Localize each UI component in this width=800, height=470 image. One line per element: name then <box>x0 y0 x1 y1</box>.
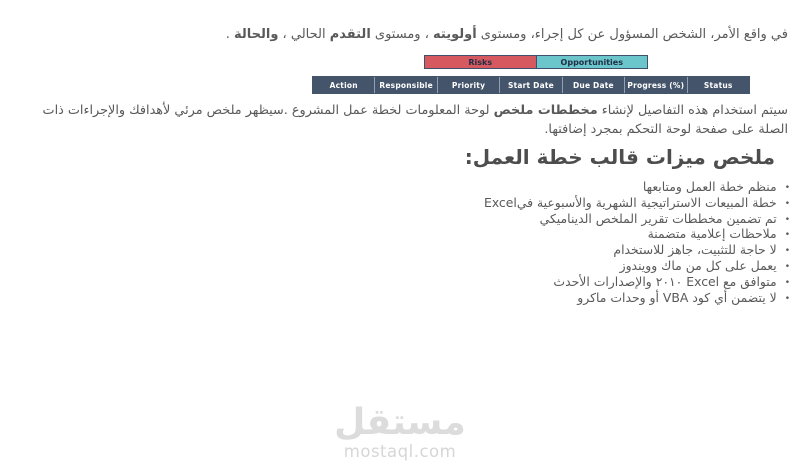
list-item <box>484 180 790 196</box>
list-item-label: لا حاجة للتثبيت، جاهز للاستخدام <box>613 242 777 258</box>
bullet-icon: • <box>784 277 790 288</box>
opportunities-band: Opportunities <box>537 55 649 69</box>
watermark-domain: mostaql.com <box>343 442 457 461</box>
table-header-row <box>312 76 750 94</box>
bullet-icon: • <box>784 198 790 209</box>
risks-opportunities-row <box>424 55 648 69</box>
bullet-icon: • <box>784 261 790 272</box>
column-header-priority: Priority <box>437 77 499 93</box>
list-item-label: ملاحظات إعلامية متضمنة <box>647 226 777 242</box>
watermark <box>0 401 800 460</box>
list-item <box>484 227 790 243</box>
features-heading: ملخص ميزات قالب خطة العمل: <box>464 145 775 169</box>
list-item <box>484 275 790 291</box>
column-header-start-date: Start Date <box>499 77 561 93</box>
description-text: سيتم استخدام هذه التفاصيل لإنشاء <box>597 103 788 118</box>
list-item-label: لا يتضمن أي كود VBA أو وحدات ماكرو <box>577 289 777 305</box>
summary-table <box>312 55 750 94</box>
intro-text: ، ومستوى <box>370 27 434 42</box>
bullet-icon: • <box>784 246 790 257</box>
features-list <box>484 180 790 306</box>
list-item <box>484 291 790 307</box>
intro-text: . <box>225 27 234 42</box>
list-item <box>484 243 790 259</box>
bullet-icon: • <box>784 214 790 225</box>
description-text: لوحة المعلومات لخطة عمل المشروع .سيظهر ملخص مرئي لأهدافك والإجراءات ذات الصلة على صفحة لوحة التحكم بمجرد إضافتها. <box>42 103 788 137</box>
column-header-status: Status <box>687 77 749 93</box>
list-item-label: منظم خطة العمل ومتابعها <box>642 179 777 194</box>
list-item <box>484 212 790 228</box>
list-item-label: يعمل على كل من ماك وويندوز <box>619 257 777 273</box>
column-header-responsible: Responsible <box>374 77 436 93</box>
list-item-label: تم تضمين مخططات تقرير الملخص الديناميكي <box>539 210 777 226</box>
intro-bold-priority: أولويته <box>433 27 477 42</box>
list-item-label: خطة المبيعات الاستراتيجية الشهرية والأسبوعية فيExcel <box>483 194 777 210</box>
description-paragraph <box>10 102 788 139</box>
bullet-icon: • <box>784 293 790 304</box>
intro-bold-status: والحالة <box>233 27 279 42</box>
list-item-label: متوافق مع Excel ٢٠١٠ والإصدارات الأحدث <box>553 273 777 289</box>
intro-text: الحالي ، <box>278 27 330 42</box>
list-item <box>484 196 790 212</box>
list-item <box>484 259 790 275</box>
column-header-due-date: Due Date <box>562 77 624 93</box>
column-header-action: Action <box>329 80 358 90</box>
intro-bold-progress: التقدم <box>329 27 371 42</box>
column-header-progress: Progress (%) <box>624 77 686 93</box>
bullet-icon: • <box>784 183 790 193</box>
mostaql-logo: مستقل <box>334 402 466 443</box>
intro-paragraph <box>108 26 788 44</box>
description-bold-summary-charts: مخططات ملخص <box>493 103 598 118</box>
bullet-icon: • <box>784 230 790 241</box>
risks-band: Risks <box>424 55 537 69</box>
intro-text: في واقع الأمر، الشخص المسؤول عن كل إجراء، ومستوى <box>476 27 788 42</box>
